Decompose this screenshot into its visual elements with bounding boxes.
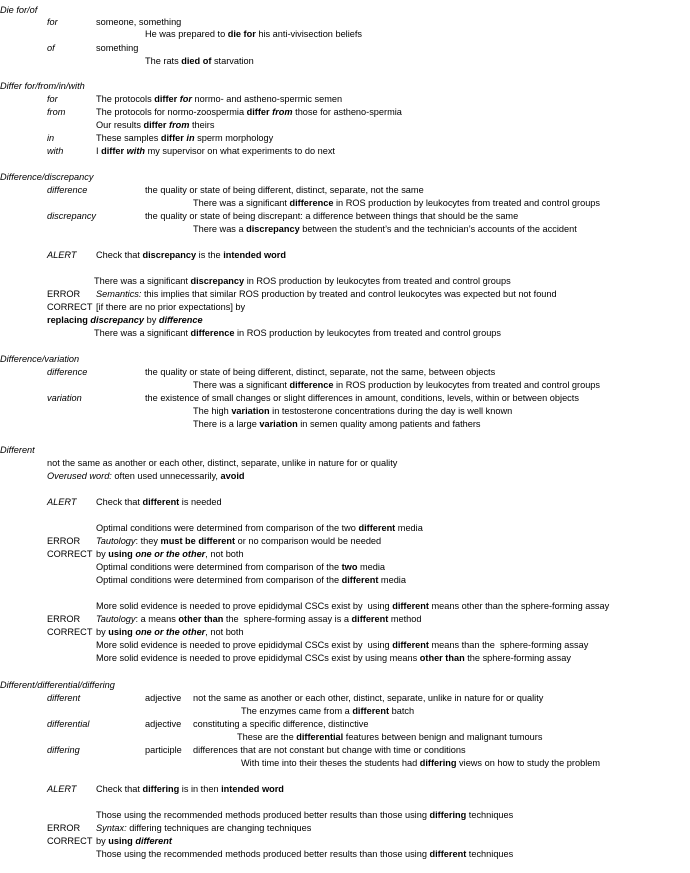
text-line: [47, 497, 76, 508]
text-line: [145, 185, 424, 196]
text-line: [0, 5, 37, 16]
text-line: [193, 406, 512, 417]
text-run: difference: [47, 367, 88, 377]
text-line: [47, 693, 80, 704]
text-line: [47, 43, 55, 54]
text-line: [96, 289, 557, 300]
text-line: [47, 133, 54, 144]
text-line: [47, 719, 89, 730]
text-run: differ: [246, 107, 273, 117]
text-run: difference: [289, 198, 334, 208]
text-line: [96, 562, 385, 573]
text-run: views on how to study the problem: [456, 758, 601, 768]
text-run: differ: [154, 94, 180, 104]
text-run: in ROS production by leukocytes from treated and control groups: [244, 276, 511, 286]
text-run: discrepancy: [246, 224, 300, 234]
text-run: not the same as another or each other, distinct, separate, unlike in nature for or quality: [193, 693, 544, 703]
text-line: [241, 706, 414, 717]
text-run: batch: [389, 706, 415, 716]
text-run: discrepancy: [190, 276, 245, 286]
text-run: in testosterone concentrations during the day is well known: [269, 406, 513, 416]
text-run: Syntax:: [96, 823, 127, 833]
text-line: [96, 146, 335, 157]
text-run: He was prepared to: [145, 29, 228, 39]
text-run: Optimal conditions were determined from comparison of the two: [96, 523, 359, 533]
text-run: : a means: [135, 614, 179, 624]
text-line: [96, 536, 381, 547]
text-run: different: [135, 836, 172, 846]
text-run: differential: [296, 732, 344, 742]
text-run: discrepancy: [90, 315, 145, 325]
text-run: differing: [419, 758, 457, 768]
text-line: [47, 185, 87, 196]
text-line: [96, 614, 421, 625]
text-run: The protocols: [96, 94, 155, 104]
text-run: There was a significant: [193, 198, 290, 208]
text-line: [47, 393, 82, 404]
text-line: [0, 172, 93, 183]
text-run: variation: [231, 406, 270, 416]
text-run: , not both: [205, 627, 244, 637]
text-run: in ROS production by leukocytes from treated and control groups: [333, 198, 601, 208]
text-line: [193, 224, 577, 235]
text-line: [96, 107, 402, 118]
text-run: ALERT: [47, 250, 77, 260]
text-line: [96, 549, 244, 560]
text-run: ALERT: [47, 497, 77, 507]
text-run: with: [126, 146, 146, 156]
text-line: [47, 289, 80, 300]
text-line: [94, 328, 501, 339]
text-line: [145, 693, 181, 704]
text-run: media: [357, 562, 386, 572]
text-run: is the: [196, 250, 224, 260]
text-line: [47, 614, 80, 625]
text-run: ALERT: [47, 784, 77, 794]
text-run: Semantics:: [96, 289, 142, 299]
text-run: Our results: [96, 120, 144, 130]
text-line: [94, 276, 511, 287]
text-line: [237, 732, 542, 743]
text-run: Die for/of: [0, 5, 38, 15]
text-run: normo- and astheno-spermic semen: [192, 94, 343, 104]
text-run: means than the sphere-forming assay: [428, 640, 589, 650]
text-line: [193, 745, 466, 756]
text-line: [96, 575, 406, 586]
text-line: [47, 367, 87, 378]
text-run: Optimal conditions were determined from comparison of the: [96, 562, 342, 572]
text-line: [96, 640, 588, 651]
text-line: [47, 471, 244, 482]
text-run: More solid evidence is needed to prove epididymal CSCs exist by using: [96, 640, 393, 650]
text-run: differing techniques are changing techniques: [126, 823, 312, 833]
text-run: These are the: [237, 732, 297, 742]
text-run: in ROS production by leukocytes from treated and control groups: [234, 328, 502, 338]
text-run: Overused word:: [47, 471, 112, 481]
text-line: [47, 784, 76, 795]
text-line: [47, 146, 63, 157]
text-run: the sphere-forming assay: [464, 653, 571, 663]
text-run: his anti-vivisection beliefs: [255, 29, 363, 39]
text-run: features between benign and malignant tumours: [343, 732, 543, 742]
text-line: [47, 823, 80, 834]
text-line: [145, 29, 362, 40]
text-run: theirs: [189, 120, 215, 130]
text-run: different: [429, 849, 467, 859]
text-run: the existence of small changes or slight differences in amount, conditions, levels, within or between objects: [145, 393, 579, 403]
text-run: for: [47, 17, 58, 27]
text-run: More solid evidence is needed to prove epididymal CSCs exist by using: [96, 601, 393, 611]
text-run: using: [108, 836, 136, 846]
text-run: two: [341, 562, 358, 572]
text-line: [47, 836, 92, 847]
text-line: [0, 680, 115, 691]
text-line: [96, 836, 172, 847]
text-run: in semen quality among patients and fathers: [297, 419, 481, 429]
text-run: different: [47, 693, 81, 703]
text-run: There was a significant: [94, 328, 191, 338]
text-run: not the same as another or each other, distinct, separate, unlike in nature for or quality: [47, 458, 398, 468]
text-run: There was a significant: [94, 276, 191, 286]
text-run: constituting a specific difference, distinctive: [193, 719, 369, 729]
text-line: [47, 107, 65, 118]
text-run: using: [108, 549, 136, 559]
text-run: media: [378, 575, 406, 585]
text-line: [145, 719, 181, 730]
text-run: one or the other: [135, 549, 206, 559]
text-run: those for astheno-spermia: [292, 107, 402, 117]
text-line: [47, 17, 58, 28]
text-run: ERROR: [47, 823, 81, 833]
text-line: [145, 211, 518, 222]
text-run: variation: [259, 419, 298, 429]
text-line: [145, 393, 579, 404]
text-run: differ: [101, 146, 127, 156]
text-run: means other than the sphere-forming assay: [428, 601, 610, 611]
text-run: CORRECT: [47, 549, 93, 559]
text-line: [96, 784, 284, 795]
text-run: differing: [429, 810, 467, 820]
text-line: [241, 758, 600, 769]
text-run: The rats: [145, 56, 182, 66]
text-run: [if there are no prior expectations] by: [96, 302, 246, 312]
text-line: [96, 823, 311, 834]
text-run: between the student’s and the technician’s accounts of the accident: [299, 224, 577, 234]
text-run: There was a: [193, 224, 247, 234]
text-run: method: [388, 614, 422, 624]
text-line: [47, 627, 92, 638]
text-run: Differ for/from/in/with: [0, 81, 85, 91]
text-line: [193, 719, 369, 730]
text-line: [96, 133, 273, 144]
text-line: [0, 354, 79, 365]
text-run: : they: [135, 536, 161, 546]
text-run: Tautology: [96, 614, 136, 624]
text-run: starvation: [211, 56, 254, 66]
text-line: [145, 367, 495, 378]
text-run: differ: [160, 133, 187, 143]
text-run: There is a large: [193, 419, 260, 429]
text-run: I: [96, 146, 102, 156]
text-run: discrepancy: [142, 250, 197, 260]
text-line: [96, 17, 181, 28]
text-run: difference: [158, 315, 203, 325]
text-line: [96, 94, 342, 105]
text-run: techniques: [466, 810, 514, 820]
text-run: media: [395, 523, 423, 533]
text-run: replacing: [47, 315, 91, 325]
text-run: Different/differential/differing: [0, 680, 115, 690]
text-run: other than: [419, 653, 465, 663]
text-run: by: [144, 315, 159, 325]
text-run: the sphere-forming assay is a: [223, 614, 352, 624]
text-line: [47, 315, 203, 326]
text-run: other than: [178, 614, 224, 624]
text-run: different: [392, 640, 429, 650]
text-run: different: [358, 523, 396, 533]
text-run: this implies that similar ROS production by treated and control leukocytes was expected but not found: [141, 289, 557, 299]
text-line: [96, 627, 244, 638]
text-run: Optimal conditions were determined from comparison of the: [96, 575, 342, 585]
text-run: different: [341, 575, 379, 585]
text-run: different: [352, 706, 390, 716]
text-line: [47, 250, 76, 261]
text-line: [193, 693, 543, 704]
text-line: [96, 849, 513, 860]
text-run: by: [96, 627, 109, 637]
text-run: intended word: [223, 250, 286, 260]
text-line: [47, 458, 397, 469]
text-run: in ROS production by leukocytes from treated and control groups: [333, 380, 601, 390]
text-run: The enzymes came from a: [241, 706, 353, 716]
text-line: [96, 810, 513, 821]
text-line: [96, 653, 571, 664]
text-run: difference: [289, 380, 334, 390]
text-run: using: [108, 627, 136, 637]
text-line: [145, 56, 254, 67]
text-run: is in then: [179, 784, 222, 794]
text-run: of: [47, 43, 55, 53]
text-run: from: [272, 107, 293, 117]
text-run: differing: [142, 784, 180, 794]
text-run: Those using the recommended methods produced better results than those using: [96, 810, 430, 820]
text-line: [96, 497, 222, 508]
text-run: Difference/discrepancy: [0, 172, 94, 182]
text-run: differing: [47, 745, 80, 755]
text-run: something: [96, 43, 139, 53]
text-run: differences that are not constant but change with time or conditions: [193, 745, 466, 755]
text-run: These samples: [96, 133, 161, 143]
text-run: CORRECT: [47, 627, 93, 637]
text-run: intended word: [221, 784, 284, 794]
text-line: [96, 601, 609, 612]
text-run: different: [392, 601, 429, 611]
text-line: [145, 745, 182, 756]
text-run: ERROR: [47, 289, 81, 299]
text-line: [193, 380, 600, 391]
text-run: techniques: [466, 849, 514, 859]
text-line: [96, 302, 245, 313]
text-line: [47, 211, 96, 222]
text-run: More solid evidence is needed to prove epididymal CSCs exist by using means: [96, 653, 420, 663]
text-run: difference: [47, 185, 88, 195]
text-run: my supervisor on what experiments to do next: [145, 146, 335, 156]
text-line: [0, 445, 35, 456]
text-run: , not both: [205, 549, 244, 559]
text-run: in: [186, 133, 195, 143]
text-run: With time into their theses the students had: [241, 758, 420, 768]
text-line: [193, 198, 600, 209]
text-run: differ: [143, 120, 170, 130]
text-run: by: [96, 549, 109, 559]
text-run: Check that: [96, 250, 143, 260]
text-run: There was a significant: [193, 380, 290, 390]
text-line: [193, 419, 481, 430]
text-run: CORRECT: [47, 836, 93, 846]
text-run: Different: [0, 445, 35, 455]
text-run: for: [179, 94, 192, 104]
text-run: The protocols for normo-zoospermia: [96, 107, 247, 117]
text-run: one or the other: [135, 627, 206, 637]
text-run: die for: [227, 29, 256, 39]
text-run: for: [47, 94, 58, 104]
text-run: ERROR: [47, 536, 81, 546]
text-run: from: [169, 120, 190, 130]
text-line: [96, 43, 138, 54]
text-line: [47, 549, 92, 560]
text-line: [96, 523, 423, 534]
text-line: [0, 81, 85, 92]
text-run: the quality or state of being different, distinct, separate, not the same, between objects: [145, 367, 496, 377]
text-run: avoid: [220, 471, 245, 481]
text-run: someone, something: [96, 17, 182, 27]
text-run: different: [142, 497, 180, 507]
text-line: [96, 250, 286, 261]
text-run: the quality or state of being discrepant: a difference between things that should be the same: [145, 211, 519, 221]
text-run: Check that: [96, 784, 143, 794]
text-run: difference: [190, 328, 235, 338]
text-line: [47, 745, 80, 756]
text-run: died of: [181, 56, 212, 66]
text-line: [47, 94, 58, 105]
text-run: with: [47, 146, 64, 156]
text-run: discrepancy: [47, 211, 97, 221]
text-run: variation: [47, 393, 82, 403]
text-run: is needed: [179, 497, 222, 507]
text-run: the quality or state of being different, distinct, separate, not the same: [145, 185, 424, 195]
text-run: Those using the recommended methods produced better results than those using: [96, 849, 430, 859]
text-run: adjective: [145, 693, 182, 703]
text-run: must be different: [160, 536, 236, 546]
text-run: from: [47, 107, 66, 117]
text-run: differential: [47, 719, 90, 729]
text-run: ERROR: [47, 614, 81, 624]
text-run: in: [47, 133, 55, 143]
text-line: [47, 536, 80, 547]
text-run: or no comparison would be needed: [235, 536, 382, 546]
text-line: [47, 302, 92, 313]
text-run: Difference/variation: [0, 354, 80, 364]
text-run: adjective: [145, 719, 182, 729]
text-run: Check that: [96, 497, 143, 507]
text-run: participle: [145, 745, 182, 755]
text-run: by: [96, 836, 109, 846]
text-run: CORRECT: [47, 302, 93, 312]
text-run: sperm morphology: [194, 133, 274, 143]
text-run: Tautology: [96, 536, 136, 546]
text-run: different: [351, 614, 389, 624]
text-line: [96, 120, 214, 131]
text-run: The high: [193, 406, 232, 416]
text-run: often used unnecessarily,: [111, 471, 221, 481]
